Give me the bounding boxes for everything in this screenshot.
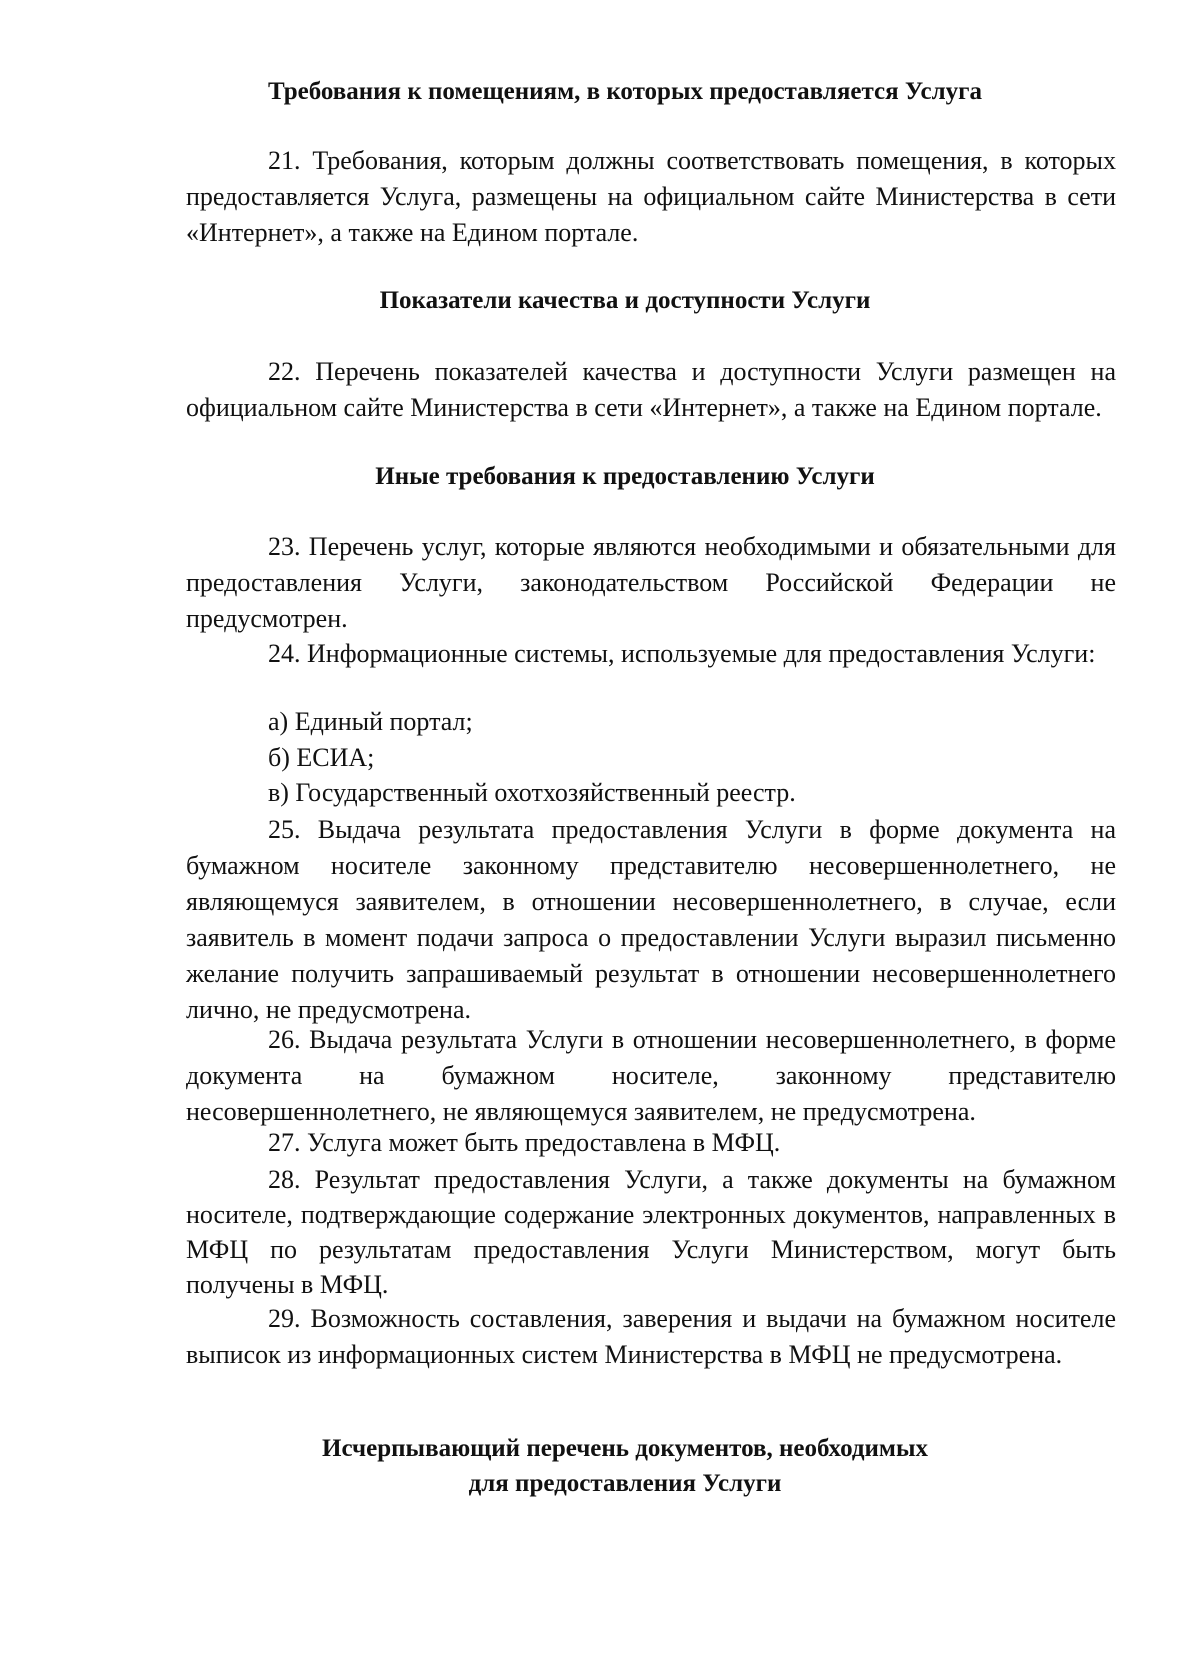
paragraph-21: 21. Требования, которым должны соответствовать помещения, в которых предоставляется Услуга, размещены на официальном сайте Министерства в сети «Интернет», а также на Едином портале. [186, 146, 1116, 247]
paragraph-22: 22. Перечень показателей качества и доступности Услуги размещен на официальном сайте Министерства в сети «Интернет», а также на Едином портале. [186, 357, 1116, 422]
paragraph-27: 27. Услуга может быть предоставлена в МФЦ. [268, 1128, 781, 1157]
heading-premises: Требования к помещениям, в которых предоставляется Услуга [267, 78, 983, 105]
paragraph-28: 28. Результат предоставления Услуги, а также документы на бумажном носителе, подтверждающие содержание электронных документов, направленных в МФЦ по результатам предоставления Услуги Министерством, могут быть получены в МФЦ. [186, 1165, 1116, 1299]
heading-quality: Показатели качества и доступности Услуги [379, 287, 871, 314]
paragraph-29: 29. Возможность составления, заверения и выдачи на бумажном носителе выписок из информационных систем Министерства в МФЦ не предусмотрена. [186, 1304, 1116, 1369]
heading-other-requirements: Иные требования к предоставлению Услуги [375, 463, 875, 490]
paragraph-25: 25. Выдача результата предоставления Услуги в форме документа на бумажном носителе законному представителю несовершеннолетнего, не являющемуся заявителем, в отношении несовершеннолетнего, в случае, если заявитель в момент подачи запроса о предоставлении Услуги выразил письменно желание получить запрашиваемый результат в отношении несовершеннолетнего лично, не предусмотрена. [186, 815, 1116, 1024]
heading-exhaustive-line1: Исчерпывающий перечень документов, необходимых [322, 1435, 928, 1462]
list-item-b: б) ЕСИА; [268, 743, 375, 772]
list-item-a: а) Единый портал; [268, 707, 473, 736]
paragraph-26: 26. Выдача результата Услуги в отношении несовершеннолетнего, в форме документа на бумажном носителе, законному представителю несовершеннолетнего, не являющемуся заявителем, не предусмотрена. [186, 1025, 1116, 1126]
heading-exhaustive-line2: для предоставления Услуги [468, 1470, 782, 1497]
paragraph-23: 23. Перечень услуг, которые являются необходимыми и обязательными для предоставления Услуги, законодательством Российской Федерации не предусмотрен. [186, 532, 1116, 633]
paragraph-24: 24. Информационные системы, используемые для предоставления Услуги: [268, 639, 1096, 668]
list-item-c: в) Государственный охотхозяйственный реестр. [268, 778, 796, 807]
